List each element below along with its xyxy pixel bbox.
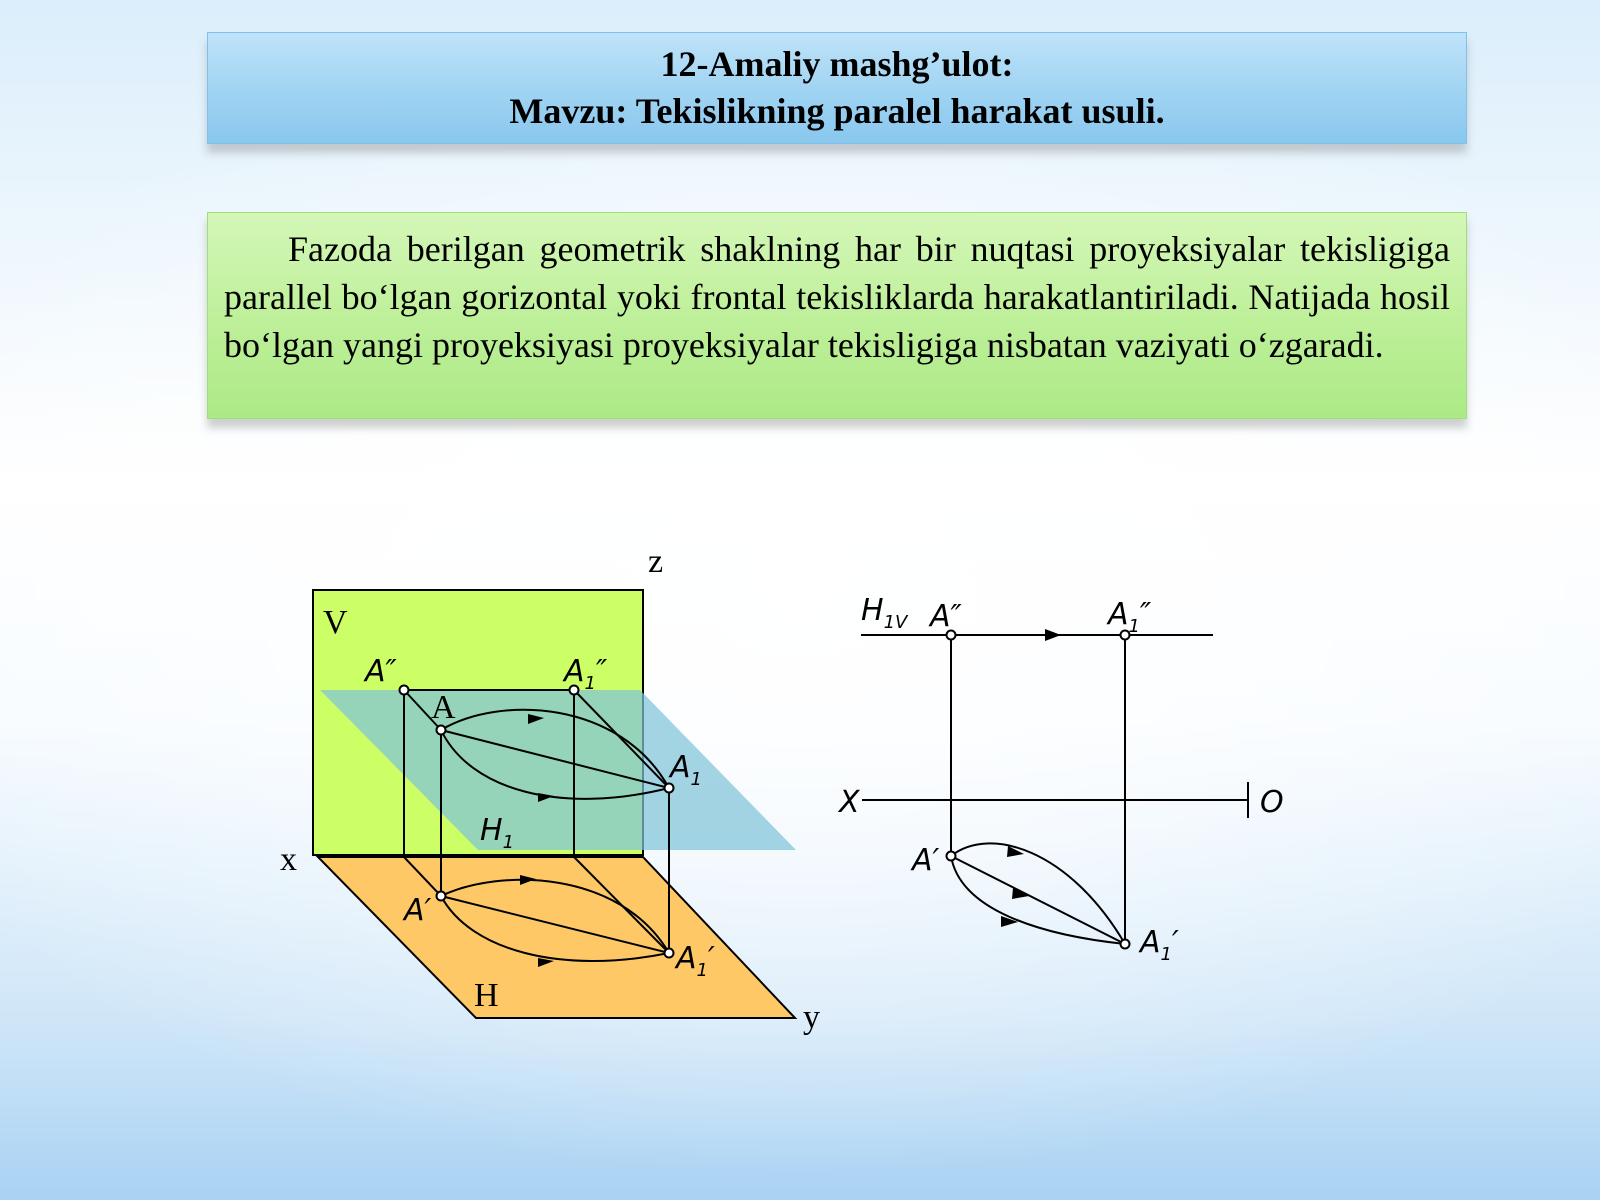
curve-top <box>951 843 1125 944</box>
axis-x-label: x <box>280 841 297 878</box>
point-a1-prime <box>1121 940 1130 949</box>
label-a-double-prime: A″ <box>365 654 397 689</box>
title-line-2: Mavzu: Tekislikning paralel harakat usuli. <box>509 91 1165 131</box>
axis-x-label: X <box>839 785 860 820</box>
plane-h-label: H <box>474 977 499 1014</box>
axis-z-label: z <box>648 543 664 580</box>
label-a-prime: A′ <box>404 893 432 928</box>
title-line-1: 12-Amaliy mashg’ulot: <box>660 44 1014 84</box>
label-a1-double-prime: A1″ <box>1108 597 1152 637</box>
label-a1-double-prime: A1″ <box>564 654 608 694</box>
label-a1-prime: A1′ <box>1140 925 1179 965</box>
label-h1: H1 <box>480 813 515 853</box>
label-h1v: H1V <box>861 593 908 633</box>
point-a-label: A <box>431 689 456 726</box>
axis-o-label: O <box>1260 785 1284 820</box>
point-a1p <box>665 949 674 958</box>
point-ap <box>437 892 446 901</box>
label-a-double-prime: A″ <box>930 599 962 634</box>
axis-y-label: y <box>803 999 820 1036</box>
point-a2 <box>400 686 409 695</box>
plane-h <box>318 857 795 1018</box>
point-a <box>437 726 446 735</box>
body-paragraph: Fazoda berilgan geometrik shaklning har bir nuqtasi proyeksiyalar tekisligiga parallel bo‘lgan gorizontal yoki frontal tekisliklarda harakatlantiriladi. Natijada hosil bo‘lgan yangi proyeksiyasi proyeksiyalar tekisligiga nisbatan vaziyati o‘zgaradi. <box>224 229 1450 365</box>
point-a-prime <box>947 852 956 861</box>
label-a1: A1 <box>670 750 702 790</box>
trace-ap-a1p <box>951 856 1125 944</box>
right-epure-diagram <box>837 593 1284 965</box>
label-a1-prime: A1′ <box>676 941 715 981</box>
plane-v-label: V <box>323 604 348 641</box>
left-3d-diagram <box>280 543 820 1036</box>
arrow-h1v <box>1045 629 1061 641</box>
label-a-prime: A′ <box>912 843 940 878</box>
